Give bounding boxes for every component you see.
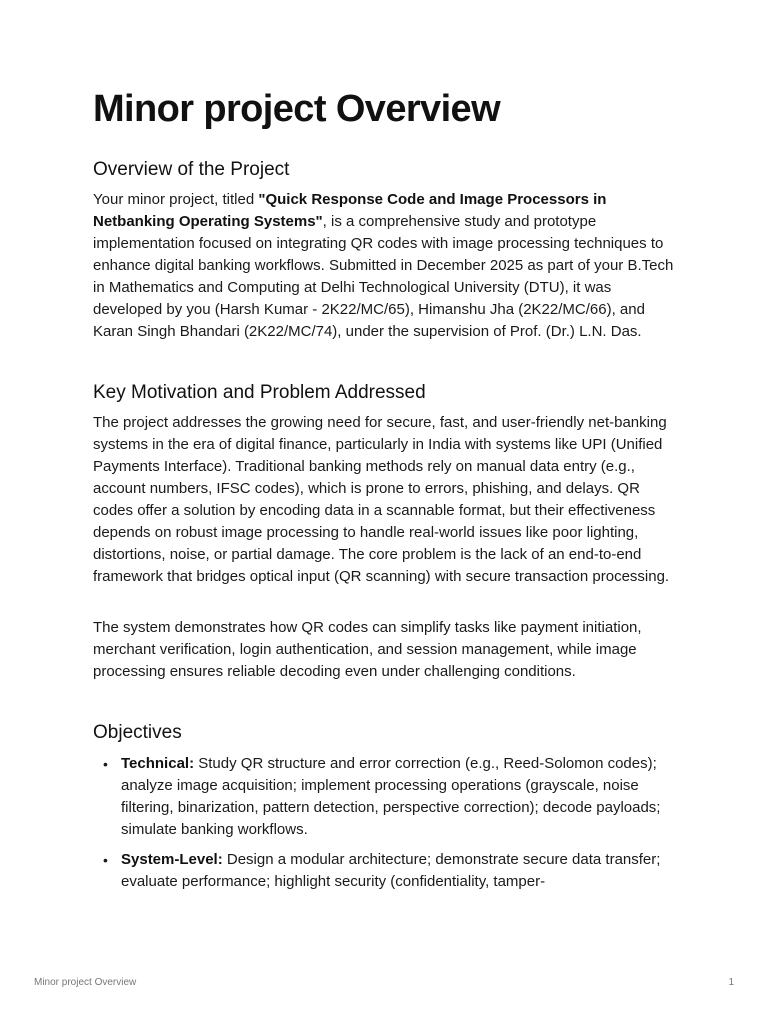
bullet-icon: • <box>103 756 108 772</box>
list-item <box>93 849 679 893</box>
objectives-list <box>93 753 679 893</box>
overview-text-start: Your minor project, titled <box>93 191 259 208</box>
list-item <box>93 753 679 841</box>
objective-label: System-Level: <box>121 851 223 868</box>
page-number: 1 <box>728 977 734 988</box>
motivation-paragraph-2: The system demonstrates how QR codes can simplify tasks like payment initiation, merchant verification, login authentication, and session management, while image processing ensures reliable decoding even under challenging conditions. <box>93 619 642 680</box>
objective-text: Design a modular architecture; demonstrate secure data transfer; evaluate performance; highlight security (confidentiality, tamper- <box>121 851 661 890</box>
section-heading-overview: Overview of the Project <box>93 159 290 180</box>
overview-paragraph <box>93 189 679 343</box>
page-title: Minor project Overview <box>93 88 501 130</box>
motivation-paragraph-1: The project addresses the growing need for secure, fast, and user-friendly net-banking systems in the era of digital finance, particularly in India with systems like UPI (Unified Payments Interface). Traditional banking methods rely on manual data entry (e.g., account numbers, IFSC codes), which is prone to errors, phishing, and delays. QR codes offer a solution by encoding data in a scannable format, but their effectiveness depends on robust image processing to handle real-world issues like poor lighting, distortions, noise, or partial damage. The core problem is the lack of an end-to-end framework that bridges optical input (QR scanning) with secure transaction processing. <box>93 414 670 585</box>
section-heading-objectives: Objectives <box>93 722 182 743</box>
project-title-bold: "Quick Response Code and Image Processors in Netbanking Operating Systems" <box>93 191 607 230</box>
objective-text: Study QR structure and error correction (e.g., Reed-Solomon codes); analyze image acquisition; implement processing operations (grayscale, noise filtering, binarization, pattern detection, perspective correction); decode payloads; simulate banking workflows. <box>121 755 661 838</box>
objective-label: Technical: <box>121 755 195 772</box>
section-heading-motivation: Key Motivation and Problem Addressed <box>93 382 426 403</box>
overview-text-end: , is a comprehensive study and prototype implementation focused on integrating QR codes with image processing techniques to enhance digital banking workflows. Submitted in December 2025 as part of your B.Tech in Mathematics and Computing at Delhi Technological University (DTU), it was developed by you (Harsh Kumar - 2K22/MC/65), Himanshu Jha (2K22/MC/66), and Karan Singh Bhandari (2K22/MC/74), under the supervision of Prof. (Dr.) L.N. Das. <box>93 213 674 340</box>
bullet-icon: • <box>103 852 108 868</box>
footer-title: Minor project Overview <box>34 977 137 988</box>
